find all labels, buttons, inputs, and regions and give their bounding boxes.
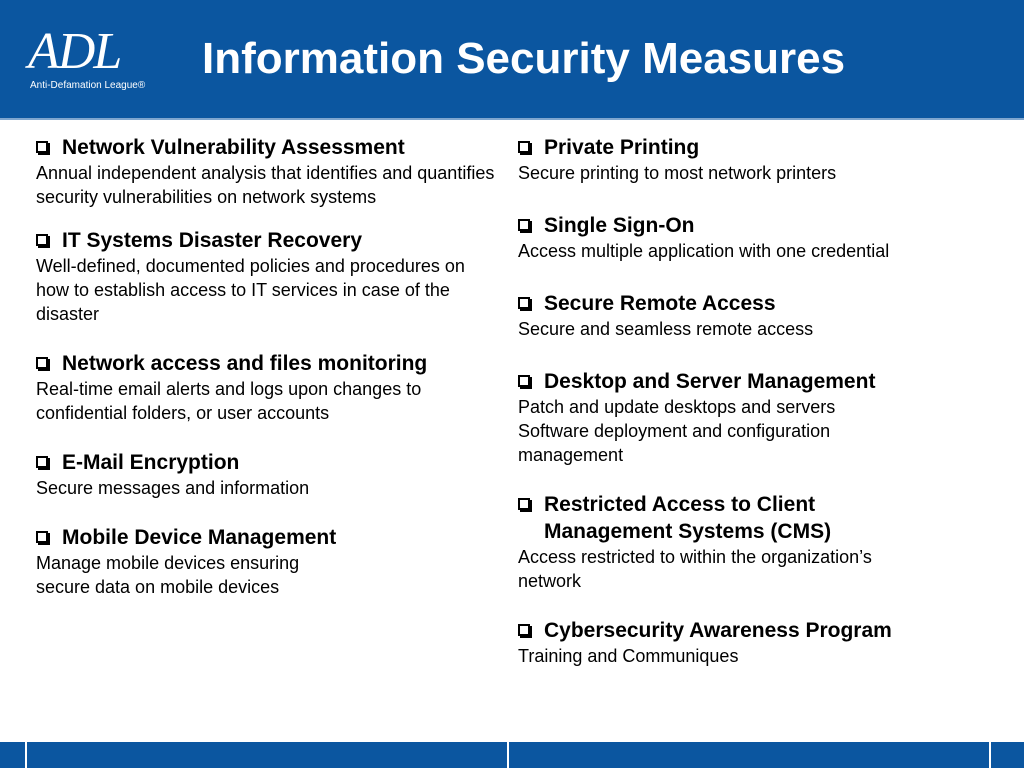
item-description: Access multiple application with one credential xyxy=(518,241,890,261)
item-description: Training and Communiques xyxy=(518,646,739,666)
list-item xyxy=(518,134,998,185)
item-description: Well-defined, documented policies and procedures on how to establish access to IT services in case of the disaster xyxy=(36,256,465,324)
checkbox-bullet-icon xyxy=(518,375,530,387)
item-title: Private Printing xyxy=(544,136,700,159)
checkbox-bullet-icon xyxy=(36,234,48,246)
header-bar xyxy=(0,0,1024,120)
list-item xyxy=(36,227,496,326)
item-description: Secure printing to most network printers xyxy=(518,163,837,183)
checkbox-bullet-icon xyxy=(518,141,530,153)
footer-divider xyxy=(25,742,27,768)
checkbox-bullet-icon xyxy=(518,498,530,510)
list-item xyxy=(518,368,998,467)
checkbox-bullet-icon xyxy=(36,357,48,369)
item-title: Network access and files monitoring xyxy=(62,352,428,375)
page-title: Information Security Measures xyxy=(202,34,846,83)
checkbox-bullet-icon xyxy=(36,456,48,468)
checkbox-bullet-icon xyxy=(518,624,530,636)
item-title: IT Systems Disaster Recovery xyxy=(62,229,362,252)
item-title: E-Mail Encryption xyxy=(62,451,240,474)
list-item xyxy=(36,350,496,425)
list-item xyxy=(518,617,998,668)
item-description: Patch and update desktops and servers Software deployment and configuration management xyxy=(518,397,836,465)
item-title: Restricted Access to Client Management Systems (CMS) xyxy=(544,493,832,543)
footer-bar xyxy=(0,742,1024,768)
item-title: Single Sign-On xyxy=(544,214,695,237)
item-description: Secure messages and information xyxy=(36,478,310,498)
checkbox-bullet-icon xyxy=(36,141,48,153)
checkbox-bullet-icon xyxy=(36,531,48,543)
footer-divider xyxy=(989,742,991,768)
list-item xyxy=(518,290,998,341)
item-description: Annual independent analysis that identifies and quantifies security vulnerabilities on network systems xyxy=(36,163,495,207)
footer-divider xyxy=(507,742,509,768)
item-description: Access restricted to within the organization’s network xyxy=(518,547,872,591)
list-item xyxy=(36,449,496,500)
item-title: Cybersecurity Awareness Program xyxy=(544,619,892,642)
adl-logo xyxy=(28,23,168,96)
checkbox-bullet-icon xyxy=(518,219,530,231)
logo-tagline: Anti-Defamation League® xyxy=(30,80,146,91)
list-item xyxy=(36,524,496,599)
item-description: Secure and seamless remote access xyxy=(518,319,814,339)
item-title: Mobile Device Management xyxy=(62,526,337,549)
checkbox-bullet-icon xyxy=(518,297,530,309)
item-title: Secure Remote Access xyxy=(544,292,776,315)
right-column xyxy=(518,134,998,686)
left-column xyxy=(36,134,496,617)
list-item xyxy=(518,491,998,593)
item-description: Manage mobile devices ensuring secure data on mobile devices xyxy=(36,553,300,597)
logo-text: ADL xyxy=(28,23,121,80)
item-title: Desktop and Server Management xyxy=(544,370,876,393)
item-description: Real-time email alerts and logs upon changes to confidential folders, or user accounts xyxy=(36,379,422,423)
list-item xyxy=(518,212,998,263)
item-title: Network Vulnerability Assessment xyxy=(62,136,405,159)
list-item xyxy=(36,134,496,209)
